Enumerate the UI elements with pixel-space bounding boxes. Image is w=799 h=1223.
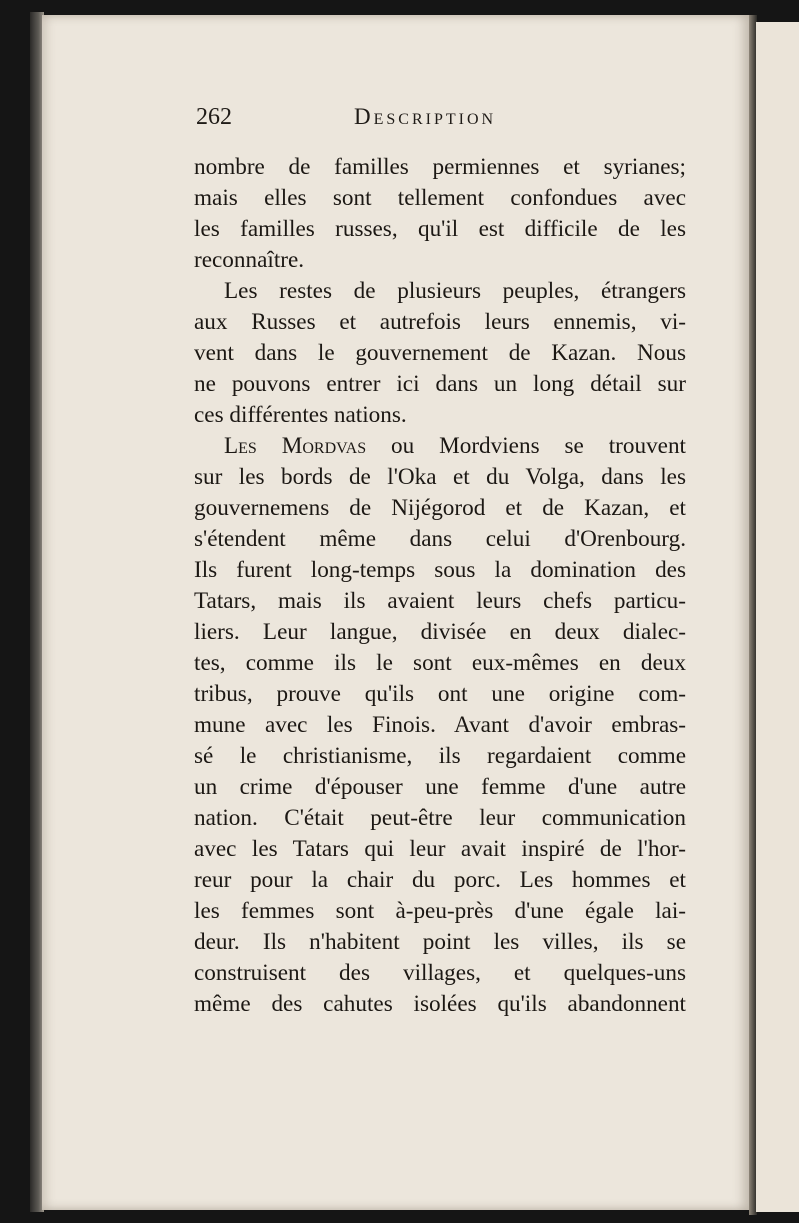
text-line: nombre de familles permiennes et syrianes; [194,154,686,180]
text-line: ces différentes nations. [194,402,407,428]
text-line: mune avec les Finois. Avant d'avoir embras- [194,712,686,738]
text-line: tes, comme ils le sont eux-mêmes en deux [194,650,686,676]
text-line: Les restes de plusieurs peuples, étrangers [224,278,686,304]
facing-page-edge [756,22,799,1212]
running-head: Description [354,104,497,129]
text-line: deur. Ils n'habitent point les villes, ils se [194,929,686,955]
text-line: aux Russes et autrefois leurs ennemis, vi- [194,309,686,335]
text-line-with-smallcaps [194,431,686,462]
text-line: même des cahutes isolées qu'ils abandonnent [194,991,686,1017]
text-line: ne pouvons entrer ici dans un long détail sur [194,371,686,397]
text-line: tribus, prouve qu'ils ont une origine com- [194,681,686,707]
body-text [194,152,686,1020]
text-line: avec les Tatars qui leur avait inspiré de l'hor- [194,836,686,862]
text-line: les familles russes, qu'il est difficile de les [194,216,686,242]
text-line: mais elles sont tellement confondues avec [194,185,686,211]
text-line: vent dans le gouvernement de Kazan. Nous [194,340,686,366]
text-line: construisent des villages, et quelques-uns [194,960,686,986]
text-line: liers. Leur langue, divisée en deux dialec- [194,619,686,645]
text-line-rest: ou Mordviens se trouvent [391,433,687,459]
mordvas-smallcaps: Les Mordvas [224,433,367,459]
text-line: Ils furent long-temps sous la domination des [194,557,686,583]
text-line: Tatars, mais ils avaient leurs chefs particu- [194,588,686,614]
text-line: nation. C'était peut-être leur communication [194,805,686,831]
text-line: s'étendent même dans celui d'Orenbourg. [194,526,686,552]
text-line: reconnaître. [194,247,305,273]
text-line: reur pour la chair du porc. Les hommes et [194,867,686,893]
page-number: 262 [196,104,232,130]
text-line: sé le christianisme, ils regardaient comme [194,743,686,769]
text-line: gouvernemens de Nijégorod et de Kazan, et [194,495,686,521]
page-header [196,100,696,140]
text-line: les femmes sont à-peu-près d'une égale lai- [194,898,686,924]
text-line: un crime d'épouser une femme d'une autre [194,774,686,800]
text-line: sur les bords de l'Oka et du Volga, dans les [194,464,686,490]
